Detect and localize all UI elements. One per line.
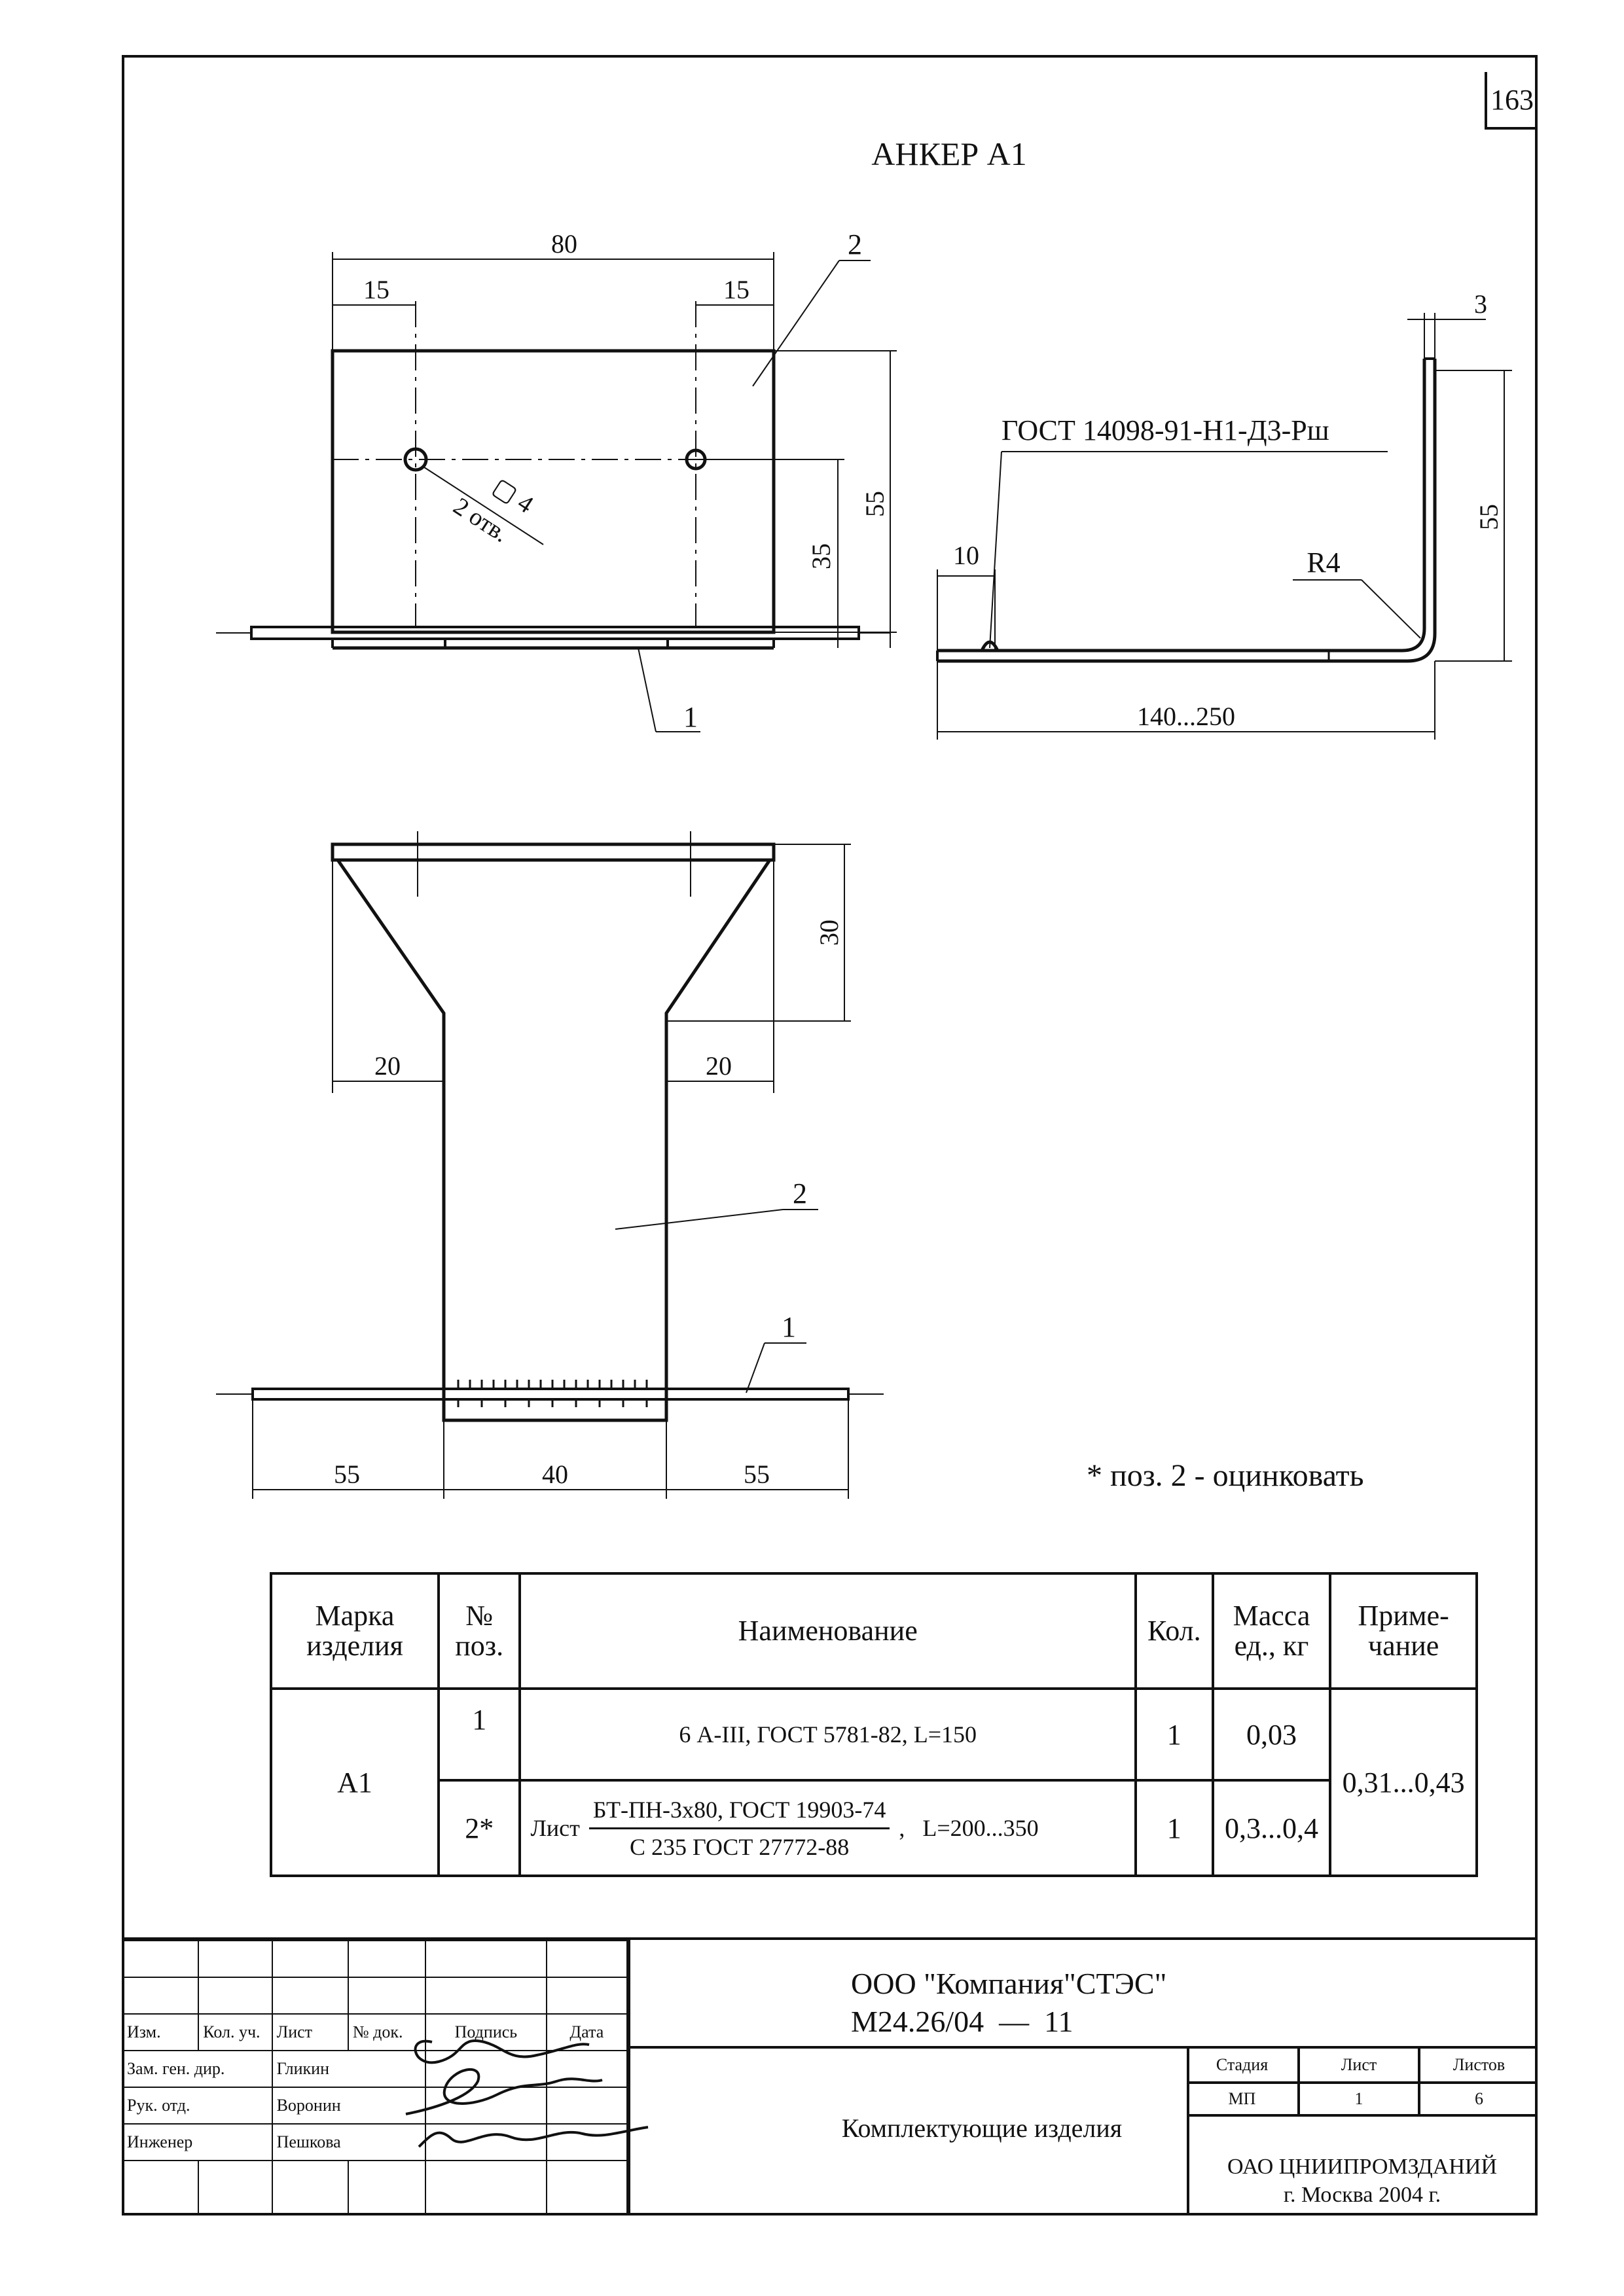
position-1-plan: 1 bbox=[782, 1311, 796, 1343]
table-row bbox=[271, 1689, 1477, 1780]
organization: ООО "Компания"СТЭС" bbox=[851, 1967, 1167, 2000]
length-range: 140...250 bbox=[1137, 702, 1235, 731]
specification-table bbox=[270, 1572, 1478, 1877]
row-2-quantity: 1 bbox=[1136, 1780, 1213, 1876]
header-position: № поз. bbox=[439, 1573, 520, 1689]
dim-55-right: 55 bbox=[744, 1460, 770, 1489]
position-2-front: 2 bbox=[848, 228, 862, 260]
plan-view bbox=[216, 831, 884, 1499]
stage-line-1 bbox=[1187, 2081, 1538, 2084]
col-doc-number: № док. bbox=[348, 2014, 425, 2051]
row-2-position: 2* bbox=[439, 1780, 520, 1876]
institute-name: ОАО ЦНИИПРОМЗДАНИЙ bbox=[1227, 2155, 1498, 2179]
item-note: 0,31...0,43 bbox=[1330, 1689, 1477, 1876]
col-signature: Подпись bbox=[425, 2014, 546, 2051]
document-code: М24.26/04 — 11 bbox=[851, 2005, 1074, 2038]
dim-80: 80 bbox=[551, 229, 577, 259]
dim-20-right: 20 bbox=[706, 1051, 732, 1081]
zinc-note: * поз. 2 - оцинковать bbox=[1087, 1458, 1364, 1493]
stage-label: Стадия bbox=[1216, 2055, 1269, 2074]
name-peshkova: Пешкова bbox=[272, 2124, 426, 2161]
stage-value: МП bbox=[1228, 2089, 1256, 2108]
col-change: Изм. bbox=[122, 2014, 198, 2051]
institute bbox=[1187, 2153, 1538, 2209]
row-2-name-numerator: БТ-ПН-3х80, ГОСТ 19903-74 bbox=[589, 1796, 890, 1829]
row-1-quantity: 1 bbox=[1136, 1689, 1213, 1780]
dim-30: 30 bbox=[814, 920, 844, 946]
row-2-name-length: , L=200...350 bbox=[899, 1815, 1039, 1841]
item-mark: А1 bbox=[271, 1689, 439, 1876]
row-2-mass: 0,3...0,4 bbox=[1213, 1780, 1331, 1876]
role-deputy-director: Зам. ген. дир. bbox=[122, 2051, 272, 2087]
row-1-mass: 0,03 bbox=[1213, 1689, 1331, 1780]
hole-count: 2 отв. bbox=[448, 492, 514, 548]
col-sheet: Лист bbox=[272, 2014, 348, 2051]
header-name: Наименование bbox=[520, 1573, 1136, 1689]
position-2-plan: 2 bbox=[793, 1177, 807, 1210]
dim-40: 40 bbox=[542, 1460, 568, 1489]
sheets-label: Листов bbox=[1453, 2055, 1506, 2074]
dim-55-front: 55 bbox=[860, 491, 890, 517]
dim-3: 3 bbox=[1474, 289, 1487, 319]
row-1-position: 1 bbox=[439, 1689, 520, 1780]
role-department-head: Рук. отд. bbox=[122, 2087, 272, 2124]
drawing-title: АНКЕР А1 bbox=[871, 135, 1027, 172]
sheet-value: 1 bbox=[1354, 2089, 1363, 2108]
col-count: Кол. уч. bbox=[198, 2014, 272, 2051]
stage-line-2 bbox=[1187, 2114, 1538, 2117]
header-note: Приме- чание bbox=[1330, 1573, 1477, 1689]
header-mark: Марка изделия bbox=[271, 1573, 439, 1689]
gost-callout: ГОСТ 14098-91-Н1-Д3-Рш bbox=[1001, 414, 1329, 446]
header-quantity: Кол. bbox=[1136, 1573, 1213, 1689]
role-engineer: Инженер bbox=[122, 2124, 272, 2161]
table-row bbox=[271, 1780, 1477, 1876]
front-view bbox=[216, 252, 897, 732]
side-view bbox=[937, 313, 1512, 740]
sheet-label: Лист bbox=[1341, 2055, 1377, 2074]
handwritten-signatures bbox=[393, 2016, 668, 2160]
row-2-name-fraction bbox=[589, 1796, 890, 1861]
row-2-name-prefix: Лист bbox=[530, 1815, 580, 1841]
dim-10: 10 bbox=[953, 541, 979, 570]
institute-city-year: г. Москва 2004 г. bbox=[1283, 2182, 1441, 2207]
sheets-value: 6 bbox=[1475, 2089, 1483, 2108]
radius-r4: R4 bbox=[1307, 547, 1341, 579]
dim-15-right: 15 bbox=[723, 275, 749, 304]
spec-header-row bbox=[271, 1573, 1477, 1689]
dim-55-left: 55 bbox=[334, 1460, 360, 1489]
dim-20-left: 20 bbox=[374, 1051, 401, 1081]
hole-size: ▢ 4 bbox=[488, 473, 538, 519]
dim-35-front: 35 bbox=[806, 543, 836, 569]
title-block-divider bbox=[628, 2046, 1538, 2049]
col-date: Дата bbox=[547, 2014, 627, 2051]
name-glikin: Гликин bbox=[272, 2051, 426, 2087]
row-1-name: 6 А-III, ГОСТ 5781-82, L=150 bbox=[520, 1689, 1136, 1780]
row-2-name-denominator: С 235 ГОСТ 27772-88 bbox=[629, 1833, 850, 1860]
document-title: Комплектующие изделия bbox=[841, 2113, 1123, 2143]
header-mass: Масса ед., кг bbox=[1213, 1573, 1331, 1689]
page-number: 163 bbox=[1485, 72, 1537, 130]
row-2-name bbox=[520, 1780, 1136, 1876]
position-1-front: 1 bbox=[683, 701, 698, 733]
dim-55-side: 55 bbox=[1474, 504, 1504, 530]
name-voronin: Воронин bbox=[272, 2087, 426, 2124]
dim-15-left: 15 bbox=[363, 275, 389, 304]
